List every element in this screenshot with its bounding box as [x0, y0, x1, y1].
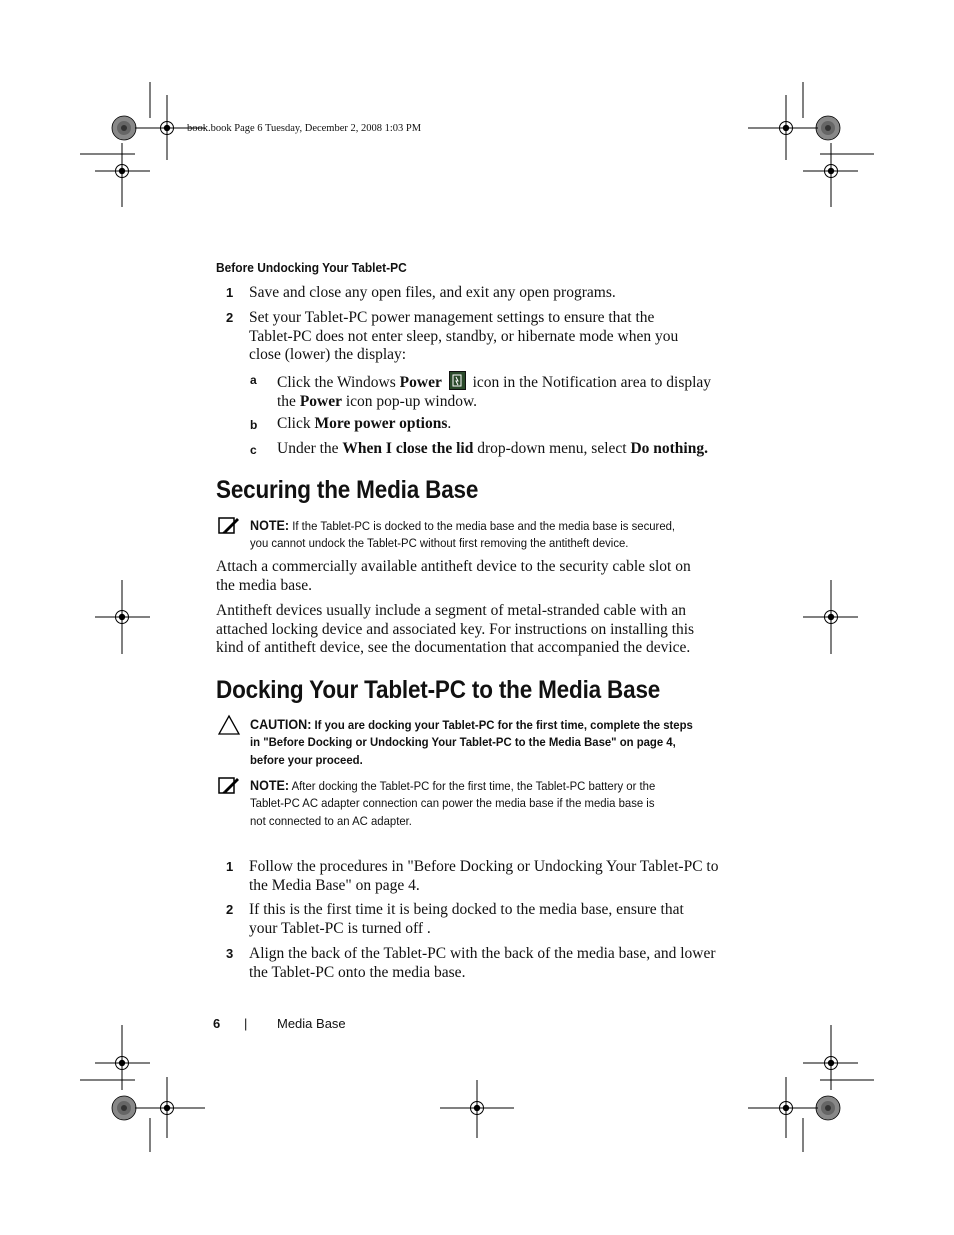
substep-text — [277, 371, 717, 411]
color-wheel-icon — [816, 116, 840, 140]
step-number: 3 — [226, 946, 234, 961]
color-wheel-icon — [112, 116, 136, 140]
power-label: Power — [399, 374, 442, 391]
caution-line: CAUTION: If you are docking your Tablet-PC for the first time, complete the steps — [250, 717, 693, 732]
substep-letter: c — [250, 443, 257, 457]
color-wheel-icon — [816, 1096, 840, 1120]
step-text-line: close (lower) the display: — [249, 346, 407, 363]
step-number: 1 — [226, 859, 234, 874]
power-icon — [449, 371, 466, 390]
step-text-line: If this is the first time it is being docked to the media base, ensure that — [249, 901, 684, 918]
substep-text: Click More power options. — [277, 415, 452, 432]
step-text — [249, 309, 678, 365]
note-label: NOTE: — [250, 518, 290, 533]
note-pencil-icon — [218, 775, 240, 797]
step-text-line: Align the back of the Tablet-PC with the back of the media base, and lower — [249, 945, 716, 962]
step-text — [249, 945, 716, 982]
note-line: NOTE: If the Tablet-PC is docked to the media base and the media base is secured, — [250, 518, 676, 533]
note-line: not connected to an AC adapter. — [250, 813, 412, 828]
caution-block — [250, 716, 720, 769]
paragraph-line: the media base. — [216, 576, 312, 594]
print-header: book.book Page 6 Tuesday, December 2, 2008 1:03 PM — [187, 123, 422, 134]
substep-line: the Power icon pop-up window. — [277, 392, 478, 410]
paragraph-line: kind of antitheft device, see the documentation that accompanied the device. — [216, 639, 691, 656]
step-text — [249, 901, 684, 938]
paragraph-line: attached locking device and associated key. For instructions on installing this — [216, 620, 695, 638]
step-text-line: Tablet-PC does not enter sleep, standby, or hibernate mode when you — [249, 327, 679, 345]
note-label: NOTE: — [250, 778, 290, 793]
subsection-title: Before Undocking Your Tablet-PC — [216, 260, 407, 275]
step-text: Save and close any open files, and exit any open programs. — [249, 284, 616, 301]
step-text-line: Set your Tablet-PC power management settings to ensure that the — [249, 309, 655, 326]
color-wheel-icon — [112, 1096, 136, 1120]
step-number: 2 — [226, 310, 234, 325]
caution-line: before your proceed. — [250, 752, 363, 767]
section-heading: Docking Your Tablet-PC to the Media Base — [216, 676, 661, 704]
paragraph-line: Antitheft devices usually include a segment of metal-stranded cable with an — [216, 602, 687, 619]
caution-triangle-icon — [217, 714, 241, 736]
footer-separator: | — [244, 1016, 248, 1031]
step-text-line: your Tablet-PC is turned off . — [249, 919, 431, 937]
paragraph — [216, 602, 694, 658]
note-line: you cannot undock the Tablet-PC without first removing the antitheft device. — [250, 536, 629, 551]
caution-label: CAUTION: — [250, 717, 312, 732]
substep-letter: b — [250, 418, 258, 432]
paragraph — [216, 558, 691, 595]
note-line: Tablet-PC AC adapter connection can power the media base if the media base is — [250, 796, 655, 811]
section-heading: Securing the Media Base — [216, 476, 479, 504]
footer-section-title: Media Base — [277, 1016, 346, 1031]
paragraph-line: Attach a commercially available antitheft device to the security cable slot on — [216, 558, 691, 575]
step-text-line: the Media Base" on page 4. — [249, 876, 420, 894]
substep-letter: a — [250, 373, 257, 387]
note-block — [250, 777, 720, 830]
note-line: NOTE: After docking the Tablet-PC for the first time, the Tablet-PC battery or the — [250, 778, 656, 793]
step-text-line: the Tablet-PC onto the media base. — [249, 963, 466, 981]
note-pencil-icon — [218, 515, 240, 537]
step-number: 2 — [226, 902, 234, 917]
substep-line: Click the Windows Power icon in the Notification area to display — [277, 371, 717, 393]
note-block — [250, 517, 715, 553]
page-number: 6 — [213, 1016, 221, 1031]
caution-line: in "Before Docking or Undocking Your Tablet-PC to the Media Base" on page 4, — [250, 735, 676, 750]
step-text-line: Follow the procedures in "Before Docking or Undocking Your Tablet-PC to — [249, 858, 719, 875]
substep-text: Under the When I close the lid drop-down menu, select Do nothing. — [277, 440, 708, 457]
step-number: 1 — [226, 285, 234, 300]
step-text — [249, 858, 718, 895]
